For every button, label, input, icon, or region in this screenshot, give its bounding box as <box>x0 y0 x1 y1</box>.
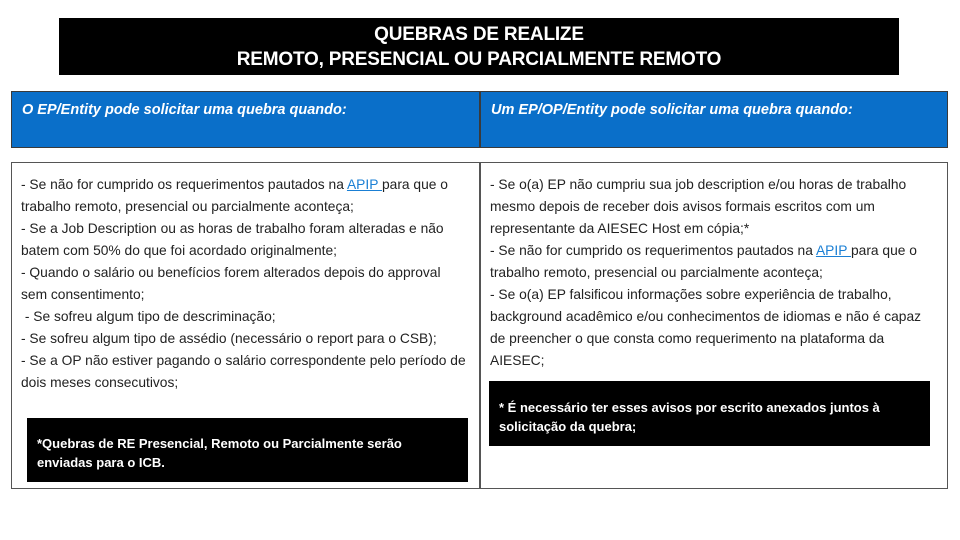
list-item: - Se sofreu algum tipo de descriminação; <box>21 309 276 324</box>
list-item: - Se o(a) EP não cumpriu sua job description e/ou horas de trabalho mesmo depois de receber dois avisos formais escritos com um representante da AIESEC Host em cópia;* <box>490 177 907 236</box>
list-item: - Se a Job Description ou as horas de trabalho foram alteradas e não batem com 50% do que foi acordado originalmente; <box>21 221 444 258</box>
left-column-header: O EP/Entity pode solicitar uma quebra quando: <box>11 91 480 148</box>
list-item: - Se o(a) EP falsificou informações sobre experiência de trabalho, background acadêmico e/ou conhecimentos de idiomas e não é capaz de preencher o que consta como requerimento na plataforma da AIESEC; <box>490 287 922 368</box>
list-item <box>21 174 467 218</box>
right-column-header: Um EP/OP/Entity pode solicitar uma quebra quando: <box>480 91 948 148</box>
page-title <box>59 18 899 75</box>
list-item-text: para que o trabalho remoto, presencial ou parcialmente aconteça; <box>490 243 917 280</box>
title-line-1: QUEBRAS DE REALIZE <box>374 24 584 45</box>
list-item-text: - Se não for cumprido os requerimentos pautados na <box>21 177 347 192</box>
list-item: - Quando o salário ou benefícios forem alterados depois do approval sem consentimento; <box>21 265 441 302</box>
list-item-text: para que o trabalho remoto, presencial ou parcialmente aconteça; <box>21 177 448 214</box>
list-item: - Se a OP não estiver pagando o salário correspondente pelo período de dois meses consecutivos; <box>21 353 466 390</box>
list-item: - Se sofreu algum tipo de assédio (necessário o report para o CSB); <box>21 331 437 346</box>
apip-link[interactable]: APIP <box>815 243 851 258</box>
left-note-box: *Quebras de RE Presencial, Remoto ou Parcialmente serão enviadas para o ICB. <box>27 418 468 482</box>
list-item-text: - Se não for cumprido os requerimentos pautados na <box>490 243 816 258</box>
right-note-box: * É necessário ter esses avisos por escrito anexados juntos à solicitação da quebra; <box>489 381 930 446</box>
title-line-2: REMOTO, PRESENCIAL OU PARCIALMENTE REMOTO <box>236 49 722 70</box>
apip-link[interactable]: APIP <box>346 177 382 192</box>
list-item <box>490 240 937 284</box>
